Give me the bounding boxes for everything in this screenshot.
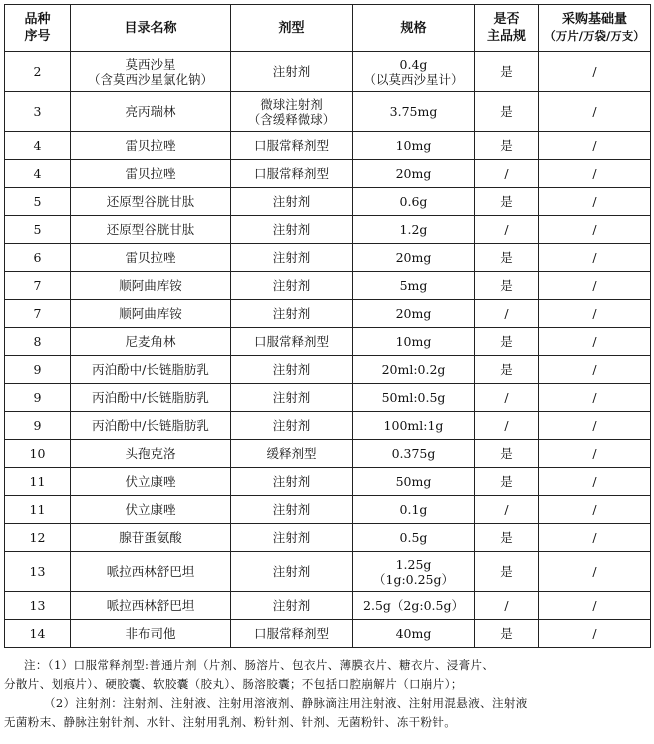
- cell-specification: [353, 52, 475, 92]
- cell-variety-no: [5, 188, 71, 216]
- cell-is-main-spec-text: 是: [500, 626, 513, 641]
- cell-specification: [353, 92, 475, 132]
- cell-specification-text: 0.375g: [391, 446, 436, 461]
- cell-is-main-spec: [475, 132, 539, 160]
- cell-catalog-name: [71, 412, 231, 440]
- cell-dosage-form-text: 缓释剂型: [266, 446, 317, 461]
- cell-variety-no-text: 13: [29, 564, 46, 579]
- cell-dosage-form: [231, 496, 353, 524]
- header-is-main-spec: 是否 主品规: [475, 5, 539, 52]
- cell-specification: [353, 592, 475, 620]
- cell-variety-no: [5, 160, 71, 188]
- cell-base-quantity-text: /: [592, 104, 597, 119]
- cell-catalog-name-text: 伏立康唑: [125, 502, 176, 517]
- cell-is-main-spec: [475, 160, 539, 188]
- cell-specification-text: 0.6g: [399, 194, 428, 209]
- cell-is-main-spec-text: 是: [500, 446, 513, 461]
- note-2-line-1: （2）注射剂：注射剂、注射液、注射用溶液剂、静脉滴注用注射液、注射用混悬液、注射液: [44, 696, 528, 710]
- cell-specification-text: 50mg: [395, 474, 432, 489]
- cell-dosage-form-text: 注射剂: [272, 530, 311, 545]
- cell-variety-no-text: 7: [33, 306, 42, 321]
- cell-specification-text: 3.75mg: [389, 104, 438, 119]
- table-row: [5, 92, 651, 132]
- table-row: [5, 496, 651, 524]
- cell-variety-no-text: 5: [33, 222, 42, 237]
- cell-dosage-form: [231, 592, 353, 620]
- cell-dosage-form-text: 口服常释剂型: [253, 166, 329, 181]
- cell-specification: [353, 244, 475, 272]
- cell-is-main-spec-text: 是: [500, 530, 513, 545]
- cell-catalog-name: [71, 160, 231, 188]
- cell-catalog-name-text: 哌拉西林舒巴坦: [106, 564, 195, 579]
- cell-specification-text: 20mg: [395, 166, 432, 181]
- cell-specification: [353, 188, 475, 216]
- cell-catalog-name-text: 哌拉西林舒巴坦: [106, 598, 195, 613]
- cell-dosage-form-text: 口服常释剂型: [253, 138, 329, 153]
- table-body: [5, 52, 651, 648]
- cell-base-quantity-text: /: [592, 474, 597, 489]
- cell-base-quantity-text: /: [592, 138, 597, 153]
- cell-variety-no-text: 3: [33, 104, 42, 119]
- cell-variety-no-text: 6: [33, 250, 42, 265]
- cell-variety-no: [5, 440, 71, 468]
- table-row: [5, 440, 651, 468]
- cell-variety-no-text: 11: [29, 474, 46, 489]
- cell-dosage-form: [231, 468, 353, 496]
- cell-catalog-name-text: （含莫西沙星氯化钠）: [87, 71, 213, 87]
- cell-is-main-spec: [475, 468, 539, 496]
- cell-dosage-form: [231, 244, 353, 272]
- cell-is-main-spec-text: 是: [500, 474, 513, 489]
- cell-base-quantity-text: /: [592, 418, 597, 433]
- cell-base-quantity: [539, 620, 651, 648]
- cell-dosage-form-text: 注射剂: [272, 564, 311, 579]
- cell-variety-no: [5, 132, 71, 160]
- table-row: [5, 328, 651, 356]
- table-row: [5, 132, 651, 160]
- cell-catalog-name-text: 雷贝拉唑: [125, 250, 176, 265]
- cell-base-quantity-text: /: [592, 64, 597, 79]
- cell-base-quantity: [539, 440, 651, 468]
- cell-dosage-form-text: （含缓释微球）: [247, 111, 336, 127]
- cell-is-main-spec: [475, 188, 539, 216]
- cell-variety-no: [5, 592, 71, 620]
- cell-dosage-form-text: 注射剂: [272, 250, 311, 265]
- cell-variety-no-text: 12: [29, 530, 46, 545]
- cell-variety-no-text: 4: [33, 166, 42, 181]
- cell-catalog-name: [71, 440, 231, 468]
- cell-base-quantity: [539, 300, 651, 328]
- cell-dosage-form: [231, 160, 353, 188]
- table-row: [5, 552, 651, 592]
- note-2-line-2: 无菌粉末、静脉注射针剂、水针、注射用乳剂、粉针剂、针剂、无菌粉针、冻干粉针。: [4, 715, 457, 729]
- cell-variety-no: [5, 384, 71, 412]
- cell-variety-no: [5, 216, 71, 244]
- cell-base-quantity: [539, 216, 651, 244]
- cell-variety-no: [5, 552, 71, 592]
- cell-dosage-form: [231, 620, 353, 648]
- cell-specification-text: （以莫西沙星计）: [363, 71, 464, 87]
- cell-specification-text: 0.4g: [399, 56, 428, 72]
- cell-specification-text: 5mg: [399, 278, 428, 293]
- cell-variety-no-text: 10: [29, 446, 46, 461]
- cell-catalog-name: [71, 188, 231, 216]
- cell-base-quantity-text: /: [592, 390, 597, 405]
- cell-dosage-form-text: 注射剂: [272, 362, 311, 377]
- cell-catalog-name: [71, 524, 231, 552]
- cell-specification-text: 20ml:0.2g: [381, 362, 446, 377]
- cell-specification: [353, 160, 475, 188]
- cell-catalog-name-text: 伏立康唑: [125, 474, 176, 489]
- cell-specification-text: 20mg: [395, 306, 432, 321]
- cell-is-main-spec-text: 是: [500, 362, 513, 377]
- table-row: [5, 356, 651, 384]
- table-row: [5, 272, 651, 300]
- cell-variety-no: [5, 412, 71, 440]
- cell-catalog-name: [71, 468, 231, 496]
- cell-variety-no-text: 14: [29, 626, 46, 641]
- cell-base-quantity-text: /: [592, 530, 597, 545]
- cell-base-quantity-text: /: [592, 362, 597, 377]
- cell-catalog-name-text: 顺阿曲库铵: [119, 306, 182, 321]
- cell-dosage-form-text: 注射剂: [272, 598, 311, 613]
- cell-variety-no: [5, 52, 71, 92]
- cell-is-main-spec-text: /: [504, 390, 509, 405]
- cell-dosage-form: [231, 300, 353, 328]
- cell-dosage-form-text: 注射剂: [272, 194, 311, 209]
- cell-variety-no-text: 5: [33, 194, 42, 209]
- cell-catalog-name-text: 雷贝拉唑: [125, 138, 176, 153]
- cell-is-main-spec: [475, 552, 539, 592]
- cell-specification: [353, 524, 475, 552]
- cell-dosage-form: [231, 188, 353, 216]
- cell-variety-no-text: 11: [29, 502, 46, 517]
- cell-is-main-spec-text: /: [504, 418, 509, 433]
- cell-is-main-spec: [475, 244, 539, 272]
- cell-catalog-name: [71, 620, 231, 648]
- cell-dosage-form: [231, 272, 353, 300]
- cell-catalog-name: [71, 356, 231, 384]
- cell-catalog-name: [71, 92, 231, 132]
- table-row: [5, 620, 651, 648]
- table-row: [5, 524, 651, 552]
- cell-dosage-form: [231, 328, 353, 356]
- cell-dosage-form: [231, 552, 353, 592]
- cell-base-quantity: [539, 592, 651, 620]
- cell-specification-text: 40mg: [395, 626, 432, 641]
- cell-dosage-form-text: 注射剂: [272, 474, 311, 489]
- cell-is-main-spec: [475, 592, 539, 620]
- cell-specification: [353, 468, 475, 496]
- header-dosage-form: 剂型: [231, 5, 353, 52]
- cell-dosage-form-text: 注射剂: [272, 390, 311, 405]
- cell-catalog-name-text: 腺苷蛋氨酸: [119, 530, 182, 545]
- cell-dosage-form: [231, 412, 353, 440]
- cell-dosage-form: [231, 132, 353, 160]
- cell-catalog-name: [71, 552, 231, 592]
- cell-base-quantity: [539, 552, 651, 592]
- table-row: [5, 468, 651, 496]
- cell-base-quantity: [539, 328, 651, 356]
- cell-variety-no-text: 9: [33, 390, 42, 405]
- cell-catalog-name-text: 非布司他: [125, 626, 176, 641]
- cell-dosage-form-text: 注射剂: [272, 502, 311, 517]
- cell-specification: [353, 552, 475, 592]
- table-row: [5, 592, 651, 620]
- cell-is-main-spec-text: 是: [500, 104, 513, 119]
- cell-catalog-name: [71, 132, 231, 160]
- cell-base-quantity-text: /: [592, 598, 597, 613]
- cell-catalog-name-text: 亮丙瑞林: [125, 104, 176, 119]
- cell-base-quantity: [539, 272, 651, 300]
- procurement-table: [4, 4, 651, 648]
- cell-dosage-form-text: 口服常释剂型: [253, 626, 329, 641]
- cell-specification-text: 1.25g: [395, 556, 432, 572]
- note-1-line-1: 注：（1）口服常释剂型:普通片剂（片剂、肠溶片、包衣片、薄膜衣片、糖衣片、浸膏片、: [24, 658, 495, 672]
- cell-dosage-form-text: 注射剂: [272, 278, 311, 293]
- header-specification: 规格: [353, 5, 475, 52]
- cell-dosage-form-text: 口服常释剂型: [253, 334, 329, 349]
- cell-base-quantity: [539, 160, 651, 188]
- cell-dosage-form-text: 注射剂: [272, 418, 311, 433]
- cell-base-quantity: [539, 524, 651, 552]
- cell-dosage-form: [231, 524, 353, 552]
- table-row: [5, 412, 651, 440]
- cell-specification-text: （1g:0.25g）: [373, 571, 454, 587]
- cell-dosage-form: [231, 356, 353, 384]
- cell-is-main-spec: [475, 620, 539, 648]
- cell-variety-no: [5, 328, 71, 356]
- cell-variety-no-text: 8: [33, 334, 42, 349]
- cell-specification-text: 0.1g: [399, 502, 428, 517]
- cell-is-main-spec: [475, 440, 539, 468]
- cell-specification: [353, 272, 475, 300]
- table-row: [5, 300, 651, 328]
- cell-variety-no: [5, 356, 71, 384]
- notes: [4, 656, 650, 732]
- cell-specification: [353, 384, 475, 412]
- cell-base-quantity: [539, 52, 651, 92]
- cell-variety-no: [5, 496, 71, 524]
- cell-is-main-spec-text: /: [504, 598, 509, 613]
- cell-variety-no: [5, 524, 71, 552]
- cell-variety-no: [5, 272, 71, 300]
- cell-specification: [353, 496, 475, 524]
- cell-specification-text: 100ml:1g: [383, 418, 444, 433]
- cell-dosage-form-text: 注射剂: [272, 306, 311, 321]
- cell-catalog-name-text: 丙泊酚中/长链脂肪乳: [92, 362, 209, 377]
- cell-base-quantity-text: /: [592, 626, 597, 641]
- cell-dosage-form: [231, 384, 353, 412]
- cell-is-main-spec: [475, 216, 539, 244]
- cell-base-quantity: [539, 244, 651, 272]
- cell-dosage-form-text: 注射剂: [272, 64, 311, 79]
- cell-specification-text: 2.5g（2g:0.5g）: [363, 598, 464, 613]
- cell-is-main-spec: [475, 412, 539, 440]
- cell-base-quantity-text: /: [592, 250, 597, 265]
- cell-variety-no: [5, 92, 71, 132]
- cell-is-main-spec-text: /: [504, 166, 509, 181]
- cell-specification: [353, 620, 475, 648]
- cell-specification-text: 50ml:0.5g: [381, 390, 446, 405]
- cell-base-quantity: [539, 468, 651, 496]
- cell-variety-no: [5, 620, 71, 648]
- cell-is-main-spec-text: 是: [500, 64, 513, 79]
- cell-catalog-name: [71, 496, 231, 524]
- cell-catalog-name-text: 还原型谷胱甘肽: [106, 194, 195, 209]
- cell-is-main-spec: [475, 272, 539, 300]
- cell-catalog-name-text: 丙泊酚中/长链脂肪乳: [92, 390, 209, 405]
- cell-specification-text: 1.2g: [399, 222, 428, 237]
- cell-specification-text: 10mg: [395, 138, 432, 153]
- cell-specification: [353, 216, 475, 244]
- cell-is-main-spec-text: 是: [500, 278, 513, 293]
- cell-catalog-name-text: 莫西沙星: [125, 56, 176, 72]
- cell-base-quantity-text: /: [592, 502, 597, 517]
- cell-dosage-form: [231, 216, 353, 244]
- cell-specification: [353, 132, 475, 160]
- cell-base-quantity-text: /: [592, 166, 597, 181]
- cell-is-main-spec-text: 是: [500, 138, 513, 153]
- cell-is-main-spec-text: /: [504, 502, 509, 517]
- cell-base-quantity-text: /: [592, 306, 597, 321]
- cell-base-quantity: [539, 132, 651, 160]
- cell-is-main-spec: [475, 92, 539, 132]
- table-row: [5, 52, 651, 92]
- cell-dosage-form-text: 注射剂: [272, 222, 311, 237]
- cell-is-main-spec-text: /: [504, 222, 509, 237]
- cell-variety-no: [5, 468, 71, 496]
- cell-variety-no-text: 9: [33, 362, 42, 377]
- cell-is-main-spec-text: 是: [500, 564, 513, 579]
- cell-base-quantity-text: /: [592, 446, 597, 461]
- cell-specification: [353, 328, 475, 356]
- cell-catalog-name: [71, 592, 231, 620]
- cell-base-quantity: [539, 188, 651, 216]
- cell-base-quantity-text: /: [592, 222, 597, 237]
- cell-variety-no-text: 13: [29, 598, 46, 613]
- header-base-quantity: 采购基础量 （万片/万袋/万支）: [539, 5, 651, 52]
- cell-specification: [353, 356, 475, 384]
- note-1-line-2: 分散片、划痕片）、硬胶囊、软胶囊（胶丸）、肠溶胶囊；不包括口腔崩解片（口崩片）；: [4, 677, 463, 691]
- cell-variety-no-text: 9: [33, 418, 42, 433]
- cell-dosage-form: [231, 440, 353, 468]
- cell-is-main-spec-text: 是: [500, 334, 513, 349]
- cell-catalog-name: [71, 300, 231, 328]
- cell-is-main-spec: [475, 52, 539, 92]
- cell-specification-text: 0.5g: [399, 530, 428, 545]
- cell-catalog-name-text: 尼麦角林: [125, 334, 176, 349]
- cell-is-main-spec: [475, 328, 539, 356]
- cell-base-quantity: [539, 384, 651, 412]
- cell-base-quantity: [539, 496, 651, 524]
- cell-catalog-name: [71, 244, 231, 272]
- cell-catalog-name: [71, 272, 231, 300]
- cell-specification-text: 10mg: [395, 334, 432, 349]
- cell-specification-text: 20mg: [395, 250, 432, 265]
- cell-dosage-form-text: 微球注射剂: [260, 96, 323, 112]
- cell-base-quantity: [539, 412, 651, 440]
- cell-catalog-name-text: 头孢克洛: [125, 446, 176, 461]
- cell-base-quantity: [539, 356, 651, 384]
- table-row: [5, 244, 651, 272]
- cell-variety-no-text: 2: [33, 64, 42, 79]
- cell-catalog-name: [71, 52, 231, 92]
- cell-specification: [353, 300, 475, 328]
- cell-catalog-name-text: 丙泊酚中/长链脂肪乳: [92, 418, 209, 433]
- cell-catalog-name-text: 顺阿曲库铵: [119, 278, 182, 293]
- cell-variety-no: [5, 244, 71, 272]
- table-row: [5, 216, 651, 244]
- cell-catalog-name: [71, 328, 231, 356]
- table-row: [5, 188, 651, 216]
- cell-variety-no-text: 4: [33, 138, 42, 153]
- cell-is-main-spec: [475, 356, 539, 384]
- cell-catalog-name: [71, 216, 231, 244]
- table-row: [5, 160, 651, 188]
- cell-base-quantity: [539, 92, 651, 132]
- cell-catalog-name-text: 雷贝拉唑: [125, 166, 176, 181]
- cell-is-main-spec: [475, 496, 539, 524]
- header-catalog-name: 目录名称: [71, 5, 231, 52]
- cell-variety-no-text: 7: [33, 278, 42, 293]
- cell-is-main-spec-text: 是: [500, 250, 513, 265]
- cell-is-main-spec: [475, 384, 539, 412]
- header-variety-no: 品种 序号: [5, 5, 71, 52]
- cell-is-main-spec-text: /: [504, 306, 509, 321]
- header-row: [5, 5, 651, 52]
- cell-variety-no: [5, 300, 71, 328]
- cell-dosage-form: [231, 92, 353, 132]
- cell-specification: [353, 412, 475, 440]
- table-row: [5, 384, 651, 412]
- cell-base-quantity-text: /: [592, 278, 597, 293]
- cell-catalog-name: [71, 384, 231, 412]
- cell-dosage-form: [231, 52, 353, 92]
- cell-is-main-spec: [475, 300, 539, 328]
- cell-base-quantity-text: /: [592, 194, 597, 209]
- cell-is-main-spec: [475, 524, 539, 552]
- cell-catalog-name-text: 还原型谷胱甘肽: [106, 222, 195, 237]
- cell-base-quantity-text: /: [592, 334, 597, 349]
- cell-is-main-spec-text: 是: [500, 194, 513, 209]
- cell-specification: [353, 440, 475, 468]
- cell-base-quantity-text: /: [592, 564, 597, 579]
